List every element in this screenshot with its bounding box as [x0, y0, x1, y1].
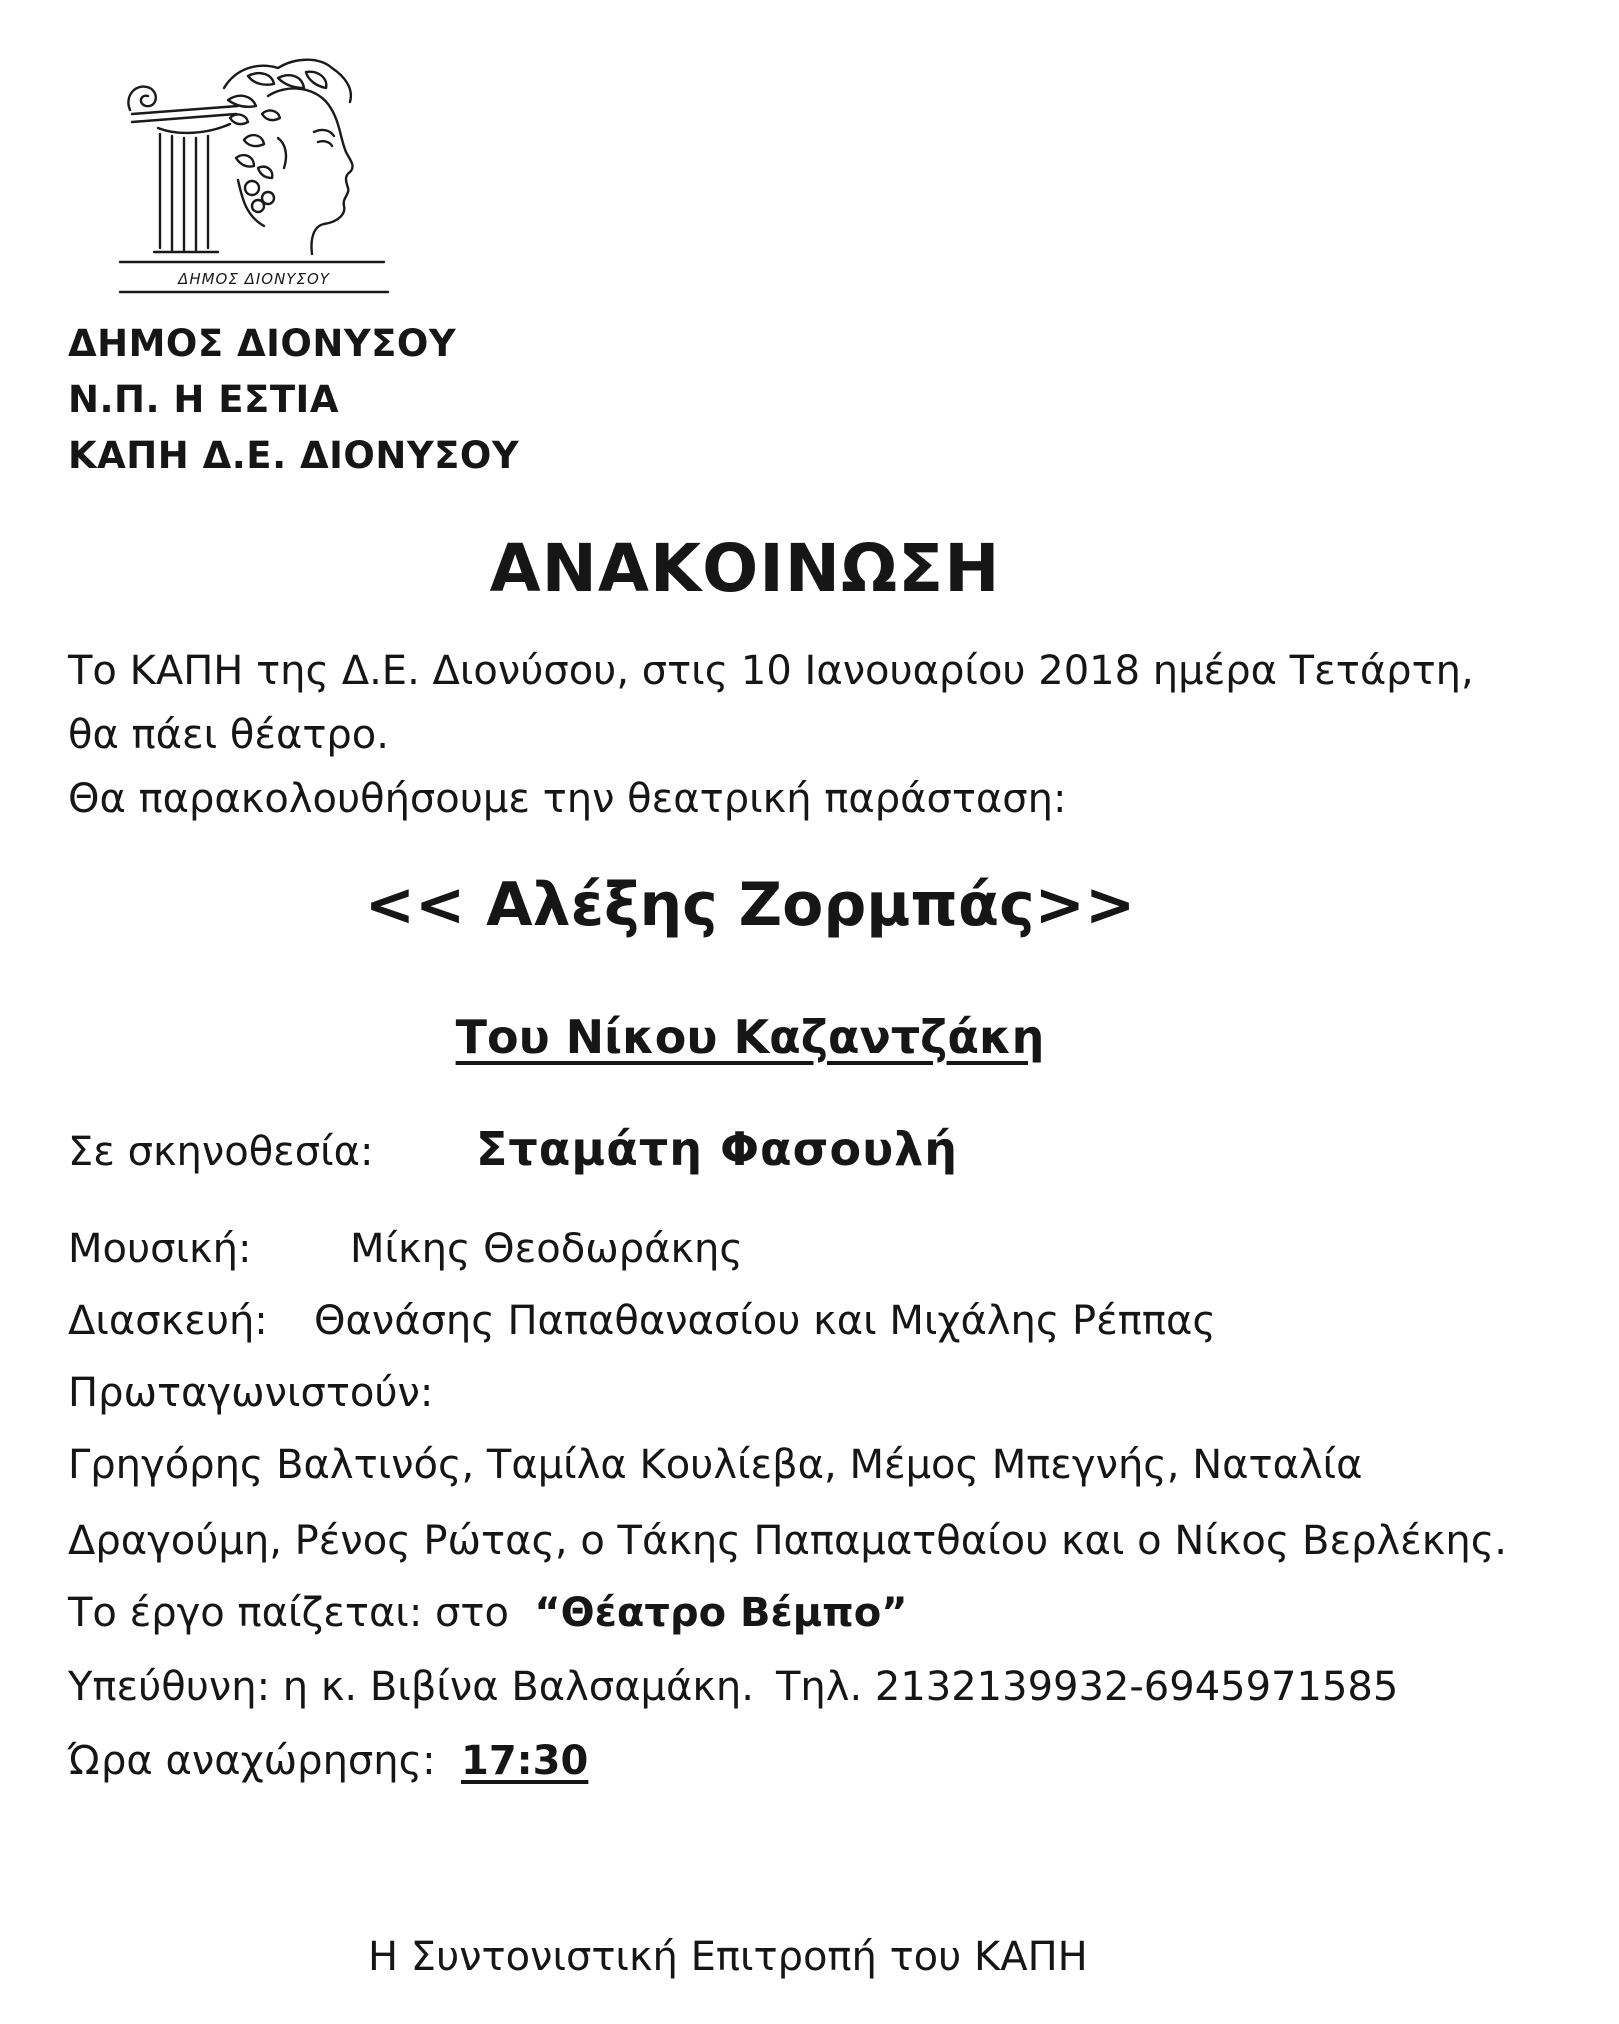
announcement-title: ΑΝΑΚΟΙΝΩΣΗ	[489, 530, 1001, 607]
venue-label: Το έργο παίζεται: στο	[68, 1590, 509, 1636]
music-value: Μίκης Θεοδωράκης	[350, 1226, 743, 1272]
director-label: Σε σκηνοθεσία:	[68, 1129, 374, 1175]
venue-value: “Θέατρο Βέμπο”	[534, 1590, 908, 1636]
contact-label: Υπεύθυνη: η κ. Βιβίνα Βαλσαμάκη.	[68, 1664, 754, 1710]
departure-label: Ώρα αναχώρησης:	[68, 1738, 436, 1784]
municipality-logo	[118, 48, 398, 298]
adaptation-label: Διασκευή:	[68, 1298, 268, 1344]
departure-time: 17:30	[461, 1738, 589, 1784]
cast-line: Δραγούμη, Ρένος Ρώτας, ο Τάκης Παπαματθαίου και ο Νίκος Βερλέκης.	[68, 1518, 1507, 1564]
intro-line: Το ΚΑΠΗ της Δ.Ε. Διονύσου, στις 10 Ιανουαρίου 2018 ημέρα Τετάρτη,	[68, 648, 1474, 694]
intro-line: θα πάει θέατρο.	[68, 712, 389, 758]
music-label: Μουσική:	[68, 1226, 252, 1272]
contact-row	[68, 1664, 1398, 1710]
cast-label: Πρωταγωνιστούν:	[68, 1370, 434, 1416]
footer-signature: Η Συντονιστική Επιτροπή του ΚΑΠΗ	[368, 1934, 1088, 1980]
director-row	[68, 1122, 958, 1176]
logo-caption: ΔΗΜΟΣ ΔΙΟΝΥΣΟΥ	[178, 270, 330, 288]
departure-row	[68, 1738, 588, 1784]
adaptation-row	[68, 1298, 1216, 1344]
director-value: Σταμάτη Φασουλή	[476, 1122, 959, 1176]
cast-line: Γρηγόρης Βαλτινός, Ταμίλα Κουλίεβα, Μέμος Μπεγνής, Ναταλία	[68, 1442, 1363, 1488]
intro-line: Θα παρακολουθήσουμε την θεατρική παράσταση:	[68, 776, 1067, 822]
music-row	[68, 1226, 743, 1272]
contact-phone: Τηλ. 2132139932-6945971585	[775, 1664, 1399, 1710]
org-line-kapi: ΚΑΠΗ Δ.Ε. ΔΙΟΝΥΣΟΥ	[68, 434, 520, 477]
venue-row	[68, 1590, 908, 1636]
org-line-municipality: ΔΗΜΟΣ ΔΙΟΝΥΣΟΥ	[68, 322, 457, 365]
play-title: << Αλέξης Ζορμπάς>>	[364, 870, 1136, 940]
adaptation-value: Θανάσης Παπαθανασίου και Μιχάλης Ρέππας	[314, 1298, 1216, 1344]
play-author: Του Νίκου Καζαντζάκη	[455, 1010, 1045, 1064]
org-line-entity: Ν.Π. Η ΕΣΤΙΑ	[68, 378, 339, 421]
